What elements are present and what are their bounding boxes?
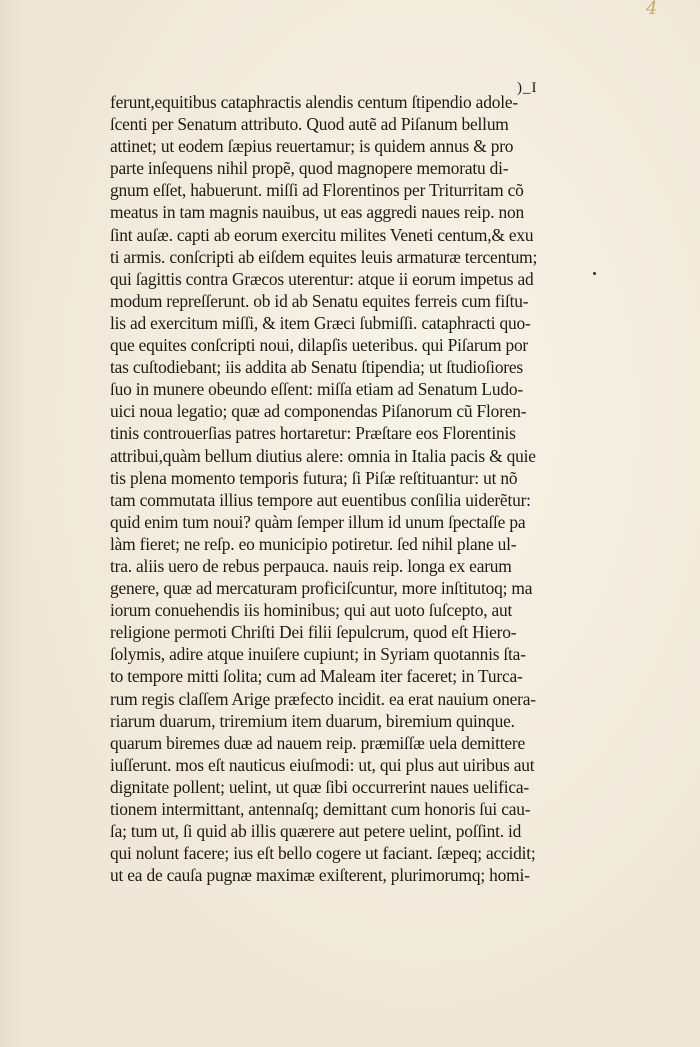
text-line: ſolymis, adire atque inuiſere cupiunt; in Syriam quotannis ſta- (110, 644, 526, 665)
text-line: qui ſagittis contra Græcos uterentur: atque ii eorum impetus ad (110, 268, 534, 289)
margin-dot (593, 272, 596, 275)
text-line: modum repreſſerunt. ob id ab Senatu equites ferreis cum fiſtu- (110, 290, 529, 311)
text-line: parte inſequens nihil propẽ, quod magnopere memoratu di- (110, 158, 509, 179)
text-line: lis ad exercitum miſſi, & item Græci ſubmiſſi. cataphracti quo- (110, 312, 531, 333)
text-line: attinet; ut eodem ſæpius reuertamur; is quidem annus & pro (110, 136, 514, 157)
text-line: religione permoti Chriſti Dei filii ſepulcrum, quod eſt Hiero- (110, 622, 517, 643)
signature-mark: )_I (517, 80, 538, 96)
text-line: meatus in tam magnis nauibus, ut eas aggredi naues reip. non (110, 202, 524, 223)
text-line: to tempore mitti ſolita; cum ad Maleam iter faceret; in Turca- (110, 666, 523, 687)
text-line: quid enim tum noui? quàm ſemper illum id unum ſpectaſſe pa (110, 511, 526, 532)
pencil-page-number: 4 (646, 0, 658, 19)
text-line: riarum duarum, triremium item duarum, biremium quinque. (110, 710, 515, 731)
text-line: làm fieret; ne reſp. eo municipio potiretur. ſed nihil plane ul- (110, 533, 517, 554)
text-line: tas cuſtodiebant; iis addita ab Senatu ſtipendia; ut ſtudioſiores (110, 357, 523, 378)
text-line: tionem intermittant, antennaſq; demittant cum honoris ſui cau- (110, 799, 531, 819)
text-line: tis plena momento temporis futura; ſi Piſæ reſtituantur: ut nõ (110, 467, 518, 488)
text-line: que equites conſcripti noui, dilapſis ueteribus. qui Piſarum por (110, 335, 529, 356)
text-line: attribui,quàm bellum diutius alere: omnia in Italia pacis & quie (110, 445, 536, 466)
text-line: ti armis. conſcripti ab eiſdem equites leuis armaturæ tercentum; (110, 246, 538, 267)
text-line: tra. aliis uero de rebus perpauca. nauis reip. longa ex earum (110, 555, 512, 576)
text-block (110, 91, 586, 886)
text-line: iuſſerunt. mos eſt nauticus eiuſmodi: ut, qui plus aut uiribus aut (110, 754, 535, 775)
text-line: iorum conuehendis iis hominibus; qui aut uoto ſuſcepto, aut (110, 600, 513, 621)
text-line: rum regis claſſem Arige præfecto incidit. ea erat nauium onera- (110, 688, 536, 709)
text-line: gnum eſſet, habuerunt. miſſi ad Florentinos per Triturritam cõ (110, 180, 524, 201)
text-line: qui nolunt facere; ius eſt bello cogere ut faciant. ſæpeq; accidit; (110, 843, 536, 864)
text-line: ſa; tum ut, ſi quid ab illis quærere aut petere uelint, poſſint. id (110, 821, 522, 842)
text-line: quarum biremes duæ ad nauem reip. præmiſſæ uela demittere (110, 732, 526, 753)
text-line: tinis controuerſias patres hortaretur: Præſtare eos Florentinis (110, 423, 516, 444)
text-line: tam commutata illius tempore aut euentibus conſilia uiderẽtur: (110, 489, 531, 510)
text-line: ſcenti per Senatum attributo. Quod autẽ ad Piſanum bellum (110, 114, 509, 135)
text-line: ſuo in munere obeundo eſſent: miſſa etiam ad Senatum Ludo- (110, 379, 523, 400)
text-line: ut ea de cauſa pugnæ maximæ exiſterent, plurimorumq; homi- (110, 865, 530, 886)
text-line: uici noua legatio; quæ ad componendas Piſanorum cũ Floren- (110, 401, 527, 422)
text-line: dignitate pollent; uelint, ut quæ ſibi occurrerint naues uelifica- (110, 776, 530, 797)
text-line: ſint auſæ. capti ab eorum exercitu milites Veneti centum,& exu (110, 224, 534, 245)
text-line: ferunt,equitibus cataphractis alendis centum ſtipendio adole- (110, 92, 518, 112)
text-line: genere, quæ ad mercaturam proficiſcuntur, more inſtitutoq; ma (110, 578, 533, 599)
